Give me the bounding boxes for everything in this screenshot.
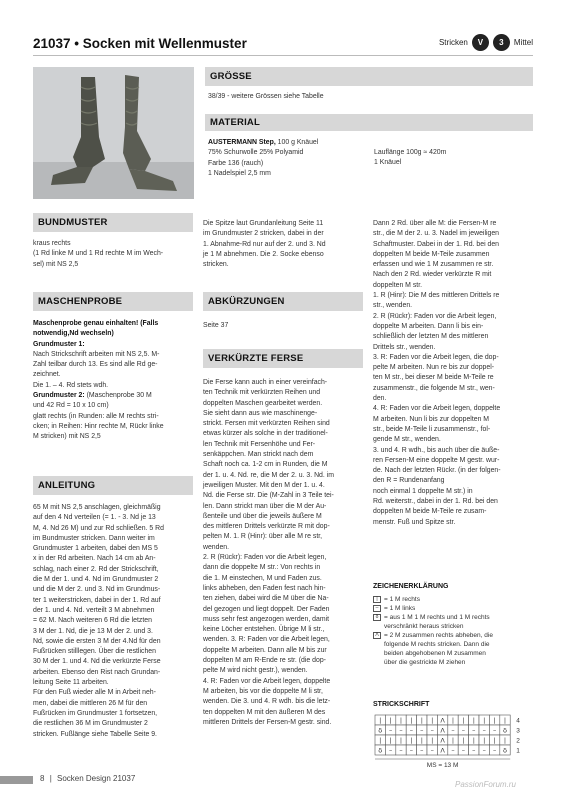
text-line: doppelten M am R-Ende re str. (die dop- [203,657,326,665]
chart-symbol: – [399,746,403,755]
text-line: str., wenden. [373,302,413,310]
text-line: del gezogen und liegt doppelt. Der Faden [203,605,330,613]
text-line: ßenteile und über die jeweils äußere M [203,512,322,520]
text-line: str., beide M-Teile li zusammenstr., fol- [373,425,491,433]
chart-symbol: δ [503,726,507,735]
text-line: der 1. u. 4. Nd. re, die M der 2. u. 3. Nd. im [203,471,334,479]
bold-note: Maschenprobe genau einhalten! (Falls [33,320,159,327]
chart-symbol: – [409,726,414,735]
text-line: arbeiten. Ebenso den Rist nach Grundan- [33,668,161,676]
chart-symbol: | [399,736,403,745]
ferse-continued-text [373,219,538,528]
strickschrift-heading: STRICKSCHRIFT [373,701,430,708]
zeichen-heading: ZEICHENERKLÄRUNG [373,583,449,590]
chart-row-label: 1 [516,747,520,755]
text-line: Die Spitze laut Grundanleitung Seite 11 [203,220,324,227]
chart-symbol: | [451,716,455,725]
text-line: Grundmuster 1 arbeiten, dabei den MS 5 [33,545,158,553]
text-line: zeichnet. [33,371,61,379]
chart-row-label: 4 [516,717,520,725]
text-line: den R = Rundenanfang [373,477,445,485]
chart-symbol: – [388,726,393,735]
text-line: kraus rechts [33,240,71,247]
page-number: 8 [40,774,45,783]
chart-symbol: | [420,736,423,745]
bundmuster-text [33,239,195,270]
text-line: pelte M arbeiten. Nun re bis zur doppel- [373,364,495,372]
text-line: schlag, nach einer 2. Rd der Strickschrift, [33,565,159,573]
chart-symbol: | [483,736,486,745]
groesse-text: 38/39 - weitere Grössen siehe Tabelle [208,93,324,100]
text-line: len Technik mit Fersenhöhe und Fer- [203,440,316,448]
text-line: auf den 4 Nd verteilen (= 1. - 3. Nd je 13 [33,514,156,522]
chart-symbol: | [389,736,392,745]
material-brand-rest: 100 g Knäuel [275,139,319,146]
chart-symbol: | [503,736,507,745]
chart-symbol: – [399,726,403,735]
chart-symbol: Λ [440,736,445,745]
text-line: ten Technik mit verkürzten Reihen und [203,389,321,397]
text-line: Nd. die Ferse str. Die (M-Zahl in 3 Teile tei- [203,492,334,500]
text-line: Dann 2 Rd. über alle M: die Fersen-M re [373,220,497,227]
text-line: den. [373,395,387,403]
bundmuster-heading: BUNDMUSTER [33,213,193,232]
text-line: Fußrücken stilllegen. Über die restlichen [33,648,156,656]
chart-symbol: δ [378,726,383,735]
text-line: M stricken) mit NS 2,5 [33,433,101,441]
maschenprobe-heading: MASCHENPROBE [33,292,193,311]
text-line: ten M str., bei dieser M beide M-Teile re [373,374,494,382]
chart-symbol: | [462,716,465,725]
anleitung-text [33,503,198,740]
text-line: stricken. [203,261,229,269]
material-right [374,148,524,169]
text-line: Fußrücken im Grundmuster 1 fortsetzen, [33,709,158,717]
watermark: PassionForum.ru [455,780,516,789]
knitting-icon: V [472,34,489,51]
maschenprobe-text [33,319,196,443]
text-line: der 1. und 4. Nd. verteilt 3 M abnehmen [33,606,155,614]
legend-text: = 1 M rechts [384,596,420,603]
text-line: M arbeiten. Nun li bis zur doppelten M [373,415,490,423]
chart-symbol: | [389,716,392,725]
text-line: noch einmal 1 doppelte M str.) in [373,487,473,495]
text-line: und die M der 2. und 3. Nd im Grundmus- [33,586,161,594]
chart-symbol: – [388,746,393,755]
footer-bar [0,776,33,784]
text-line: Für den Fuß wieder alle M in Arbeit neh- [33,689,156,697]
text-line: muss sehr fest angezogen werden, damit [203,615,330,623]
ferse-heading: VERKÜRZTE FERSE [203,349,363,368]
chart-symbol: – [409,746,414,755]
stitch-symbol-icon: δ [373,614,381,621]
chart-symbol: δ [503,746,507,755]
text-line: mittleren Drittels der Fersen-M gestr. sind. [203,718,332,726]
text-line: doppelten M beide M-Teile zusammen [373,250,490,258]
chart-symbol: | [493,716,496,725]
chart-symbol: | [462,736,465,745]
bold-note: notwendig,Nd wechseln) [33,330,114,338]
chart-symbol: | [431,736,434,745]
text-line: (Maschenprobe 30 M [84,392,152,400]
text-line: im Grundmuster 2 stricken, dabei in der [203,230,324,238]
chart-symbol: – [461,726,466,735]
chart-symbol: – [482,746,486,755]
footer-text: Socken Design 21037 [57,774,136,783]
text-line: Nach Strickschrift arbeiten mit NS 2,5. M- [33,350,160,358]
text-line: ren Fersen-M eine doppelte M gestr. wur- [373,456,500,464]
chart-symbol: Λ [440,746,445,755]
chart-symbol: – [430,746,434,755]
text-line: pelte M wird nicht gestr.), wenden. [203,667,308,675]
stitch-symbol-icon: – [373,605,381,612]
text-line: 30 M der 1. und 4. Nd die verkürzte Ferse [33,658,161,666]
text-line: 1. Abnahme-Rd nur auf der 2. und 3. Nd [203,240,326,248]
chart-symbol: – [492,746,497,755]
material-brand: AUSTERMANN Step, [208,139,276,146]
chart-symbol: – [472,726,476,735]
text-line: = 62 M. Nach weiteren 6 Rd die letzten [33,617,152,625]
level-label: Mittel [513,38,533,47]
text-line: 3. und 4. R wdh., bis auch über die äuße- [373,446,500,454]
text-line: Nach den 2 Rd. wieder verkürzte R mit [373,271,492,279]
chart-symbol: – [492,726,497,735]
level-badge-icon: 3 [493,34,510,51]
text-line: (1 Rd linke M und 1 Rd rechte M im Wech- [33,250,164,258]
anleitung-heading: ANLEITUNG [33,476,193,495]
chart-symbol: δ [378,746,383,755]
text-line: wenden. Die 3. und 4. R wdh. bis die letz- [203,698,331,706]
chart-symbol: | [483,716,486,725]
text-line: Die Ferse kann auch in einer vereinfach- [203,379,328,386]
text-line: Schaft noch ca. 1-2 cm in Runden, die M [203,461,328,469]
chart-symbol: Λ [440,716,445,725]
material-line: 1 Knäuel [374,159,402,167]
text-line: dann die doppelte M str.: Von rechts in [203,564,321,572]
text-line: pelten M. 1. R (Hinr): über alle M re str, [203,533,323,541]
material-left [208,138,368,179]
text-line: links abheben, den Faden fest nach hin- [203,584,326,592]
text-line: doppelte M arbeiten. Dann li bis ein- [373,322,484,330]
text-line: und 42 Rd = 10 x 10 cm) [33,402,109,410]
text-line: Die 1. – 4. Rd stets wdh. [33,381,109,389]
chart-symbol: | [451,736,455,745]
pattern-meta [439,34,533,51]
ferse-text [203,378,368,728]
category-label: Stricken [438,38,468,47]
title-bar [33,34,533,56]
text-line: doppelten Maschen gearbeitet werden. [203,399,323,407]
text-line: men, dabei die mittleren 26 M für den [33,699,148,707]
grundmuster2-label: Grundmuster 2: [33,392,85,400]
ms-label: MS = 13 M [426,762,459,769]
chart-symbol: Λ [440,726,445,735]
chart-symbol: | [379,716,382,725]
text-line: ter 1 weiterstricken, dabei in der 1. Rd auf [33,596,161,604]
stitch-symbol-icon: Λ [373,632,381,639]
zeichen-legend [373,595,538,667]
text-line: ten ziehen, dabei wird die M über die Na- [203,595,329,603]
text-line: schließlich der letzten M des mittleren [373,333,489,341]
text-line: sel) mit NS 2,5 [33,260,79,268]
text-line: je 1 M abnehmen. Die 2. Socke ebenso [203,250,324,258]
text-line: die M der 1. und 4. Nd im Grundmuster 2 [33,576,159,584]
text-line: de. Nach der letzten Rückr. (in der folgen- [373,467,501,475]
text-line: erfassen und wie 1 M zusammen re str. [373,261,494,269]
knitting-chart-grid [373,713,538,771]
sock-illustration [33,67,194,199]
material-heading: MATERIAL [205,114,533,131]
text-line: 65 M mit NS 2,5 anschlagen, gleichmäßig [33,504,161,511]
footer-separator: | [49,774,52,783]
legend-text: = 1 M links [384,605,416,612]
chart-symbol: – [451,726,455,735]
chart-row-label: 2 [516,737,520,745]
text-line: die restlichen 36 M im Grundmuster 2 [33,720,148,728]
stitch-symbol-icon: | [373,596,381,603]
legend-text: = aus 1 M 1 M rechts und 1 M rechts verschränkt heraus stricken [384,614,490,630]
chart-symbol: – [420,746,424,755]
chart-symbol: – [430,726,434,735]
text-line: cken; in Reihen: Hinr rechte M, Rückr linke [33,422,164,430]
text-line: im Bundmuster stricken. Dann weiter im [33,534,155,542]
text-line: doppelte M arbeiten. Dann alle M bis zur [203,646,327,654]
chart-symbol: | [399,716,403,725]
sock-photo [33,67,194,199]
text-line: Drittels str., wenden. [373,343,436,351]
text-line: Nd, sowie die ersten 3 M der 4.Nd für den [33,637,161,645]
text-line: wenden. [203,543,230,551]
text-line: 3. R: Faden vor die Arbeit legen, die dop- [373,353,499,361]
text-line: 1. R (Hinr): Die M des mittleren Drittels re [373,292,500,300]
chart-symbol: | [379,736,382,745]
text-line: etwas kürzer als solche in der traditionel- [203,430,328,438]
text-line: x in der Rd arbeiten. Nach 14 cm ab An- [33,555,156,563]
text-line: 4. R: Faden vor die Arbeit legen, doppelte [373,405,501,413]
text-line: ten doppelten M mit den äußeren M des [203,708,326,716]
text-line: 3 M der 1. Nd, die je 13 M der 2. und 3. [33,627,153,635]
text-line: glatt rechts (in Runden: alle M rechts stri- [33,412,159,420]
text-line: doppelten M beide M-Teile re zusam- [373,508,487,516]
text-line: stricken. Fußlänge siehe Tabelle Seite 9. [33,730,157,738]
text-line: gende M str., wenden. [373,436,441,444]
text-line: wenden. 3. R: Faden vor die Arbeit legen, [203,636,330,644]
text-line: str., die M der 2. u. 3. Nadel im jeweiligen [373,230,500,238]
chart-symbol: – [482,726,486,735]
text-line: len. Dann strickt man über die M der Au- [203,502,327,510]
chart-symbol: | [420,716,423,725]
legend-item [373,604,538,613]
chart-symbol: | [472,716,475,725]
text-line: des mittleren Drittels verkürzte R mit dop- [203,523,330,531]
chart-symbol: | [431,716,434,725]
material-line: Farbe 136 (rauch) [208,159,264,167]
text-line: jeweiligen Muster. Mit den M der 1. u. 4. [203,481,325,489]
chart-row-label: 3 [516,727,520,735]
legend-item [373,613,538,631]
text-line: menstr. Fuß und Spitze str. [373,518,456,526]
chart-symbol: | [503,716,507,725]
text-line: keine Löcher entstehen. Übrige M li str., [203,626,325,634]
text-line: Rd. weiterstr., dabei in der 1. Rd. bei den [373,498,498,506]
strickschrift-chart [373,713,538,771]
grundmuster1-label: Grundmuster 1: [33,340,85,348]
legend-text: = 2 M zusammen rechts abheben, die folgende M rechts stricken. Dann die beiden abgehobenen M zusammen über die gestrickte M ziehen [384,632,493,666]
text-line: strickt. Fersen mit verkürzten Reihen sind [203,420,330,428]
chart-symbol: – [472,746,476,755]
groesse-heading: GRÖSSE [205,67,533,86]
page-title: 21037 • Socken mit Wellenmuster [33,36,247,51]
chart-symbol: | [472,736,475,745]
chart-symbol: | [410,736,413,745]
text-line: Sie sieht dann aus wie maschinenge- [203,409,318,417]
chart-symbol: | [493,736,496,745]
abkuerzungen-heading: ABKÜRZUNGEN [203,292,363,311]
chart-symbol: – [451,746,455,755]
chart-symbol: | [410,716,413,725]
chart-symbol: – [461,746,466,755]
text-line: doppelten M str. [373,281,423,289]
text-line: die 1. M einstechen, M und Faden zus. [203,574,322,582]
material-line: 1 Nadelspiel 2,5 mm [208,169,271,177]
legend-item [373,631,538,667]
text-line: M, 4. Nd 26 M) und zur Rd schließen. 5 Rd [33,524,164,532]
footer [40,774,135,783]
spitze-text [203,219,368,270]
text-line: 2. R (Rückr): Faden vor die Arbeit legen, [203,554,327,562]
material-line: 75% Schurwolle 25% Polyamid [208,149,304,157]
text-line: Zahl teilbar durch 13. Es sind alle Rd ge- [33,361,158,369]
abkuerzungen-text: Seite 37 [203,322,229,329]
text-line: 4. R: Faden vor die Arbeit legen, doppelte [203,677,331,685]
text-line: leitung Seite 11 arbeiten. [33,679,109,687]
text-line: M arbeiten, bis vor die doppelte M li str, [203,687,323,695]
text-line: Schaftmuster. Dabei in der 1. Rd. bei den [373,240,500,248]
text-line: senkäppchen. Man strickt nach dem [203,451,314,459]
material-line: Lauflänge 100g ≈ 420m [374,149,447,156]
chart-symbol: – [420,726,424,735]
text-line: 2. R (Rückr): Faden vor die Arbeit legen, [373,312,497,320]
legend-item [373,595,538,604]
text-line: zusammenstr., die folgende M str., wen- [373,384,495,392]
